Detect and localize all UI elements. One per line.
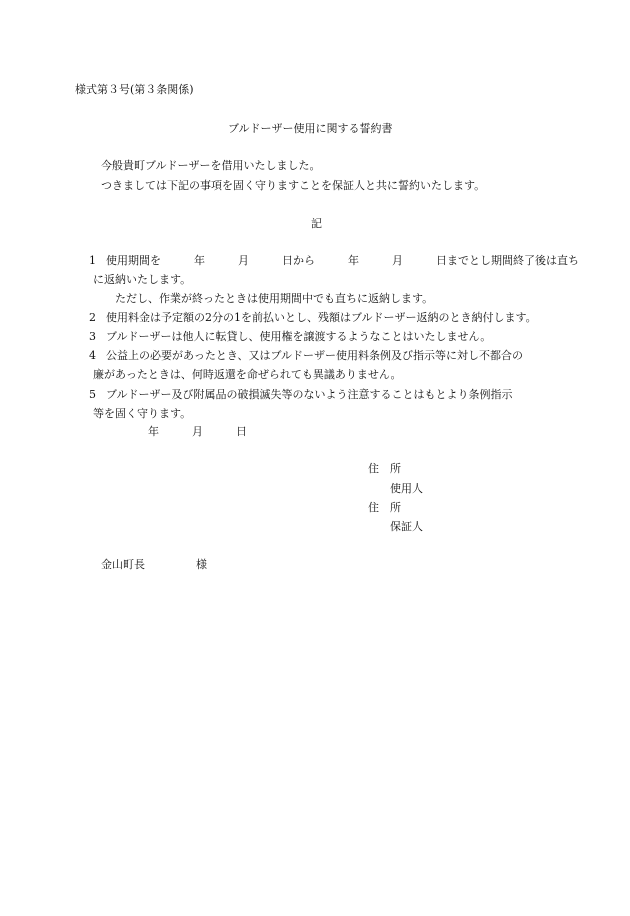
item-1-line-3: ただし、作業が終ったときは使用期間中でも直ちに返納します。 (115, 292, 434, 305)
item-4-number: 4 (89, 349, 96, 362)
user-address-label: 住 所 (368, 462, 401, 475)
item-2-number: 2 (89, 311, 96, 324)
item-5-number: 5 (89, 388, 96, 401)
guarantor-label: 保証人 (390, 520, 423, 533)
addressee-honorific: 様 (196, 558, 207, 571)
item-2-line-1: 使用料金は予定額の2分の1を前払いとし、残額はブルドーザー返納のとき納付します。 (106, 311, 537, 324)
addressee-name: 金山町長 (101, 558, 145, 571)
item-3-line-1: ブルドーザーは他人に転貸し、使用権を譲渡するようなことはいたしません。 (106, 330, 492, 343)
ki-heading: 記 (311, 217, 322, 230)
user-label: 使用人 (390, 482, 423, 495)
item-4-line-2: 廉があったときは、何時返還を命ぜられても異議ありません。 (93, 368, 402, 381)
form-number: 様式第３号(第３条関係) (75, 83, 194, 96)
document-title: ブルドーザー使用に関する誓約書 (228, 122, 393, 135)
guarantor-address-label: 住 所 (368, 501, 401, 514)
item-5-line-2: 等を固く守ります。 (93, 407, 192, 420)
item-1-number: 1 (89, 254, 96, 267)
item-3-number: 3 (89, 330, 96, 343)
date-line: 年 月 日 (148, 425, 247, 438)
item-4-line-1: 公益上の必要があったとき、又はブルドーザー使用料条例及び指示等に対し不都合の (106, 349, 524, 362)
item-1-line-2: に返納いたします。 (93, 273, 192, 286)
intro-line-2: つきましては下記の事項を固く守りますことを保証人と共に誓約いたします。 (101, 179, 486, 192)
item-5-line-1: ブルドーザー及び附属品の破損滅失等のないよう注意することはもとより条例指示 (106, 388, 513, 401)
item-1-line-1: 使用期間を 年 月 日から 年 月 日までとし期間終了後は直ち (106, 254, 579, 267)
intro-line-1: 今般貴町ブルドーザーを借用いたしました。 (101, 159, 321, 172)
